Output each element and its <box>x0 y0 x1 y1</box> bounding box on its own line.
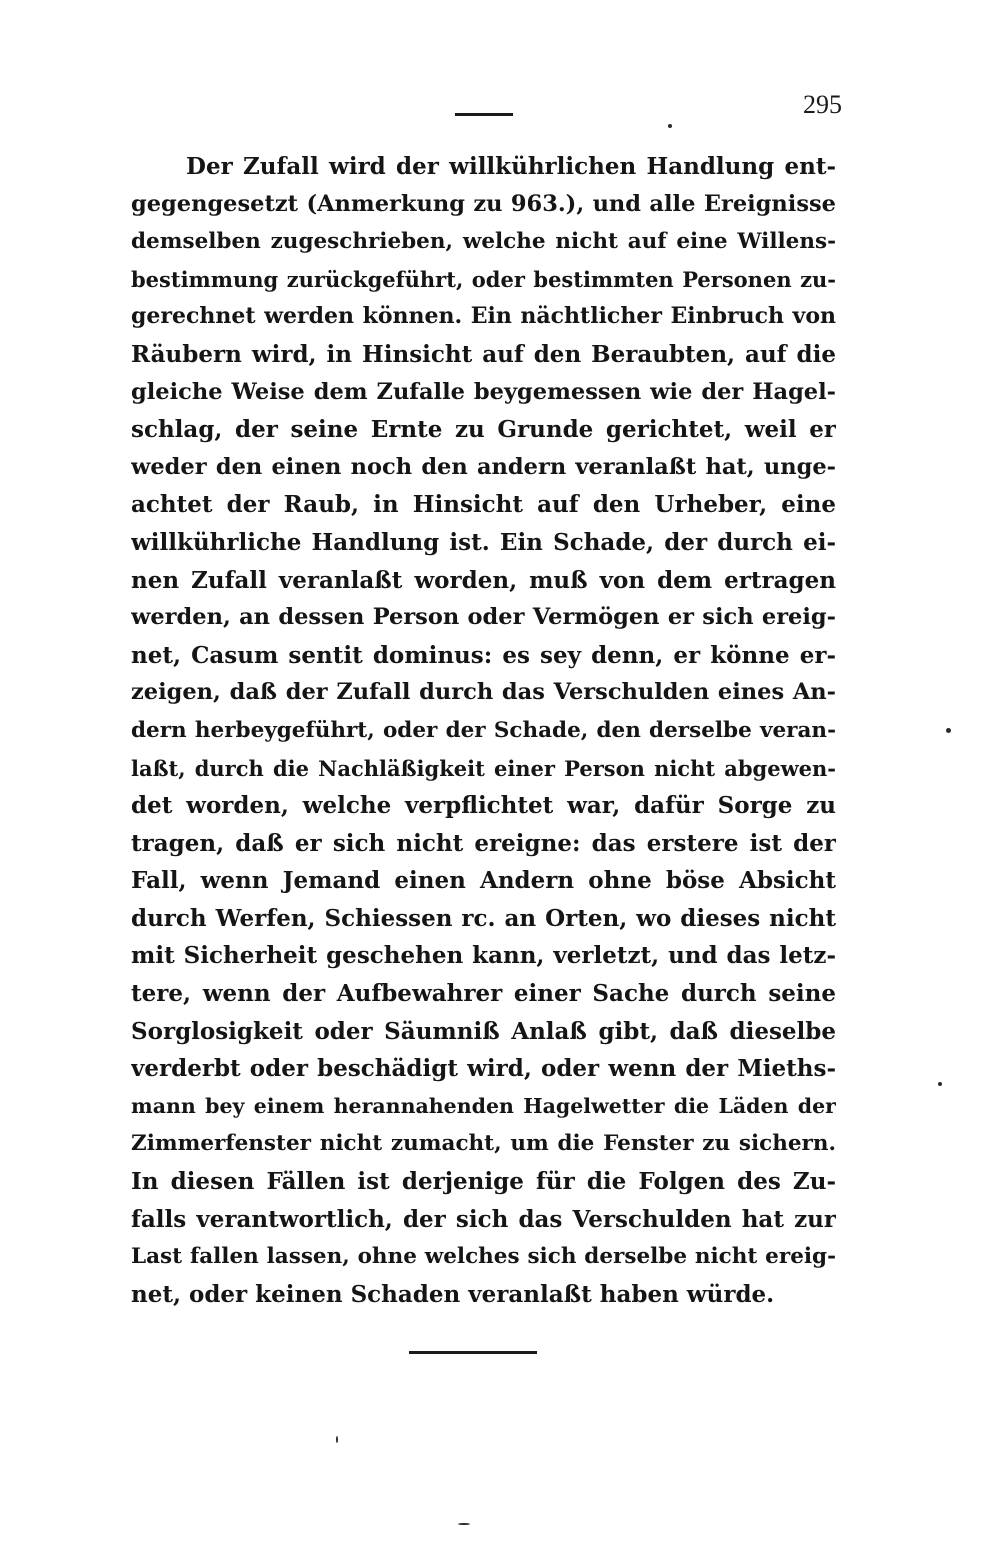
text-line: weder den einen noch den andern veranlaßt hat, unge- <box>131 453 836 480</box>
paper-speck <box>458 1523 470 1525</box>
page-number: 295 <box>803 90 842 119</box>
text-line: dern herbeygeführt, oder der Schade, den derselbe veran- <box>131 717 836 743</box>
body-text <box>131 148 836 1313</box>
text-line: schlag, der seine Ernte zu Grunde gerichtet, weil er <box>131 416 836 444</box>
text-line: durch Werfen, Schiessen rc. an Orten, wo dieses nicht <box>131 904 836 932</box>
text-line: net, Casum sentit dominus: es sey denn, er könne er- <box>131 641 836 669</box>
text-line: laßt, durch die Nachläßigkeit einer Person nicht abgewen- <box>131 755 836 781</box>
text-line: gleiche Weise dem Zufalle beygemessen wie der Hagel- <box>131 378 836 405</box>
header-dash-rule <box>455 113 513 116</box>
text-line: Last fallen lassen, ohne welches sich derselbe nicht ereig- <box>131 1244 836 1270</box>
paper-speck <box>336 1436 338 1443</box>
text-line: Sorglosigkeit oder Säumniß Anlaß gibt, daß dieselbe <box>131 1017 836 1045</box>
text-line: gerechnet werden können. Ein nächtlicher Einbruch von <box>131 303 836 330</box>
text-line: In diesen Fällen ist derjenige für die Folgen des Zu- <box>131 1168 836 1196</box>
text-line: mann bey einem herannahenden Hagelwetter die Läden der <box>131 1093 836 1118</box>
text-line: falls verantwortlich, der sich das Verschulden hat zur <box>131 1205 836 1233</box>
text-line: gegengesetzt (Anmerkung zu 963.), und alle Ereignisse <box>131 190 836 217</box>
text-line: Fall, wenn Jemand einen Andern ohne böse Absicht <box>131 867 836 895</box>
paper-speck <box>668 124 672 128</box>
text-line: bestimmung zurückgeführt, oder bestimmten Personen zu- <box>131 266 836 292</box>
text-line: achtet der Raub, in Hinsicht auf den Urheber, eine <box>131 491 836 519</box>
text-line: willkührliche Handlung ist. Ein Schade, der durch ei- <box>131 528 836 556</box>
text-line: net, oder keinen Schaden veranlaßt haben würde. <box>131 1280 775 1308</box>
text-line: nen Zufall veranlaßt worden, muß von dem ertragen <box>131 566 836 594</box>
paper-speck <box>938 1082 942 1086</box>
text-line: demselben zugeschrieben, welche nicht auf eine Willens- <box>131 229 836 255</box>
text-line: werden, an dessen Person oder Vermögen er sich ereig- <box>131 604 836 631</box>
text-line: Zimmerfenster nicht zumacht, um die Fenster zu sichern. <box>131 1131 836 1157</box>
text-line: tere, wenn der Aufbewahrer einer Sache durch seine <box>131 980 836 1008</box>
text-line: verderbt oder beschädigt wird, oder wenn der Mieths- <box>131 1055 836 1083</box>
text-line: Räubern wird, in Hinsicht auf den Beraubten, auf die <box>131 340 836 368</box>
text-line: det worden, welche verpflichtet war, dafür Sorge zu <box>131 792 836 820</box>
text-line: Der Zufall wird der willkührlichen Handlung ent- <box>186 153 836 180</box>
paper-speck <box>946 728 951 733</box>
text-line: zeigen, daß der Zufall durch das Verschulden eines An- <box>131 679 836 706</box>
text-line: mit Sicherheit geschehen kann, verletzt, und das letz- <box>131 942 836 970</box>
end-rule <box>409 1351 537 1354</box>
text-line: tragen, daß er sich nicht ereigne: das erstere ist der <box>131 829 836 857</box>
